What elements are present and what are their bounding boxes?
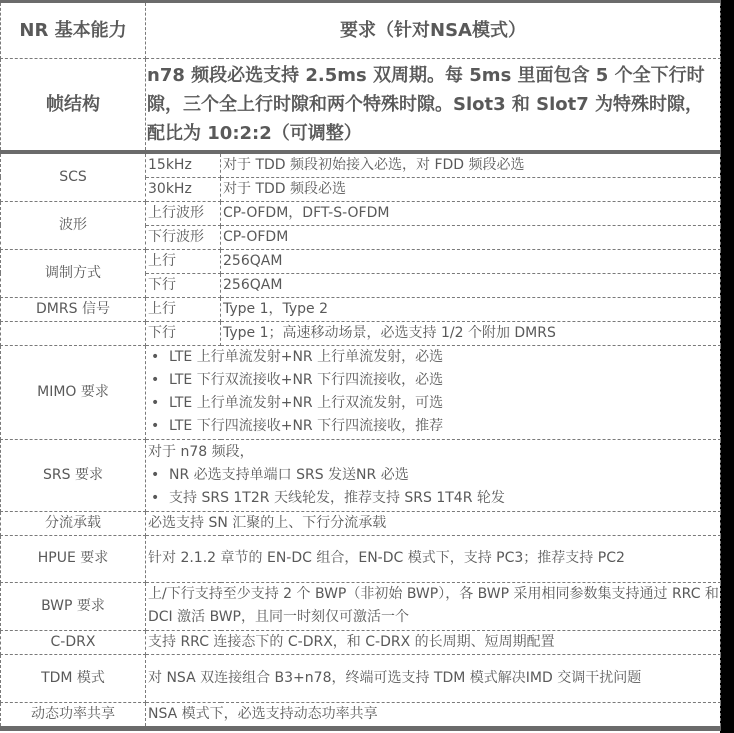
row-value [146, 345, 721, 439]
sub-value: Type 1，Type 2 [221, 297, 721, 321]
row-label-empty [1, 321, 146, 345]
row-value: 上/下行支持至少支持 2 个 BWP（非初始 BWP），各 BWP 采用相同参数集支持通过 RRC 和 DCI 激活 BWP，且同一时刻仅可激活一个 [146, 582, 721, 630]
table-row-split-bearer [1, 511, 721, 535]
row-label: MIMO 要求 [1, 345, 146, 439]
row-label: 调制方式 [1, 249, 146, 297]
sub-key: 下行波形 [146, 225, 221, 249]
row-label: HPUE 要求 [1, 535, 146, 582]
row-label: 动态功率共享 [1, 702, 146, 728]
intro-text: 对于 n78 频段， [148, 443, 254, 460]
table-row-modulation [1, 249, 721, 273]
table-row-scs [1, 152, 721, 178]
sub-key: 下行 [146, 273, 221, 297]
row-label: DMRS 信号 [1, 297, 146, 321]
sub-value: CP-OFDM [221, 225, 721, 249]
row-value: NSA 模式下，必选支持动态功率共享 [146, 702, 721, 728]
row-value: 对 NSA 双连接组合 B3+n78，终端可选支持 TDM 模式解决IMD 交调干扰问题 [146, 654, 721, 702]
table-row-tdm [1, 654, 721, 702]
sub-value: 对于 TDD 频段初始接入必选，对 FDD 频段必选 [221, 152, 721, 178]
row-value: 针对 2.1.2 章节的 EN-DC 组合，EN-DC 模式下，支持 PC3；推荐支持 PC2 [146, 535, 721, 582]
bullet-item: • 支持 SRS 1T2R 天线轮发，推荐支持 SRS 1T4R 轮发 [148, 487, 720, 510]
sub-value: Type 1；高速移动场景，必选支持 1/2 个附加 DMRS [221, 321, 721, 345]
table-row-dmrs [1, 321, 721, 345]
bullet-item: • LTE 上行单流发射+NR 上行双流发射，可选 [148, 392, 720, 415]
row-label: SRS 要求 [1, 439, 146, 511]
table-row-cdrx [1, 630, 721, 654]
header-capability: NR 基本能力 [1, 2, 146, 59]
bullet-item: • NR 必选支持单端口 SRS 发送NR 必选 [148, 464, 720, 487]
table-row-dmrs [1, 297, 721, 321]
header-requirement: 要求（针对NSA模式） [146, 2, 721, 59]
sub-key: 15kHz [146, 152, 221, 178]
bullet-item: • LTE 下行四流接收+NR 下行四流接收，推荐 [148, 415, 720, 438]
row-label: SCS [1, 152, 146, 202]
table-row-hpue [1, 535, 721, 582]
row-value: n78 频段必选支持 2.5ms 双周期。每 5ms 里面包含 5 个全下行时隙，三个全上行时隙和两个特殊时隙。Slot3 和 Slot7 为特殊时隙，配比为 10:2:2（可调整） [146, 59, 721, 152]
row-label: BWP 要求 [1, 582, 146, 630]
sub-key: 上行 [146, 249, 221, 273]
sub-value: CP-OFDM，DFT-S-OFDM [221, 201, 721, 225]
table-row-mimo [1, 345, 721, 439]
row-label: TDM 模式 [1, 654, 146, 702]
sub-key: 上行波形 [146, 201, 221, 225]
table-header-row [1, 2, 721, 59]
sub-value: 256QAM [221, 249, 721, 273]
bullet-item: • LTE 下行双流接收+NR 下行四流接收，必选 [148, 369, 720, 392]
table-row-srs [1, 439, 721, 511]
bullet-item: • LTE 上行单流发射+NR 上行单流发射，必选 [148, 346, 720, 369]
table-row-frame-structure [1, 59, 721, 152]
table-row-waveform [1, 201, 721, 225]
row-value: 必选支持 SN 汇聚的上、下行分流承载 [146, 511, 721, 535]
table-row-bwp [1, 582, 721, 630]
row-label: 帧结构 [1, 59, 146, 152]
row-label: C-DRX [1, 630, 146, 654]
row-value [146, 439, 721, 511]
row-value: 支持 RRC 连接态下的 C-DRX，和 C-DRX 的长周期、短周期配置 [146, 630, 721, 654]
sub-value: 256QAM [221, 273, 721, 297]
sub-key: 下行 [146, 321, 221, 345]
sub-key: 上行 [146, 297, 221, 321]
row-label: 分流承载 [1, 511, 146, 535]
sub-value: 对于 TDD 频段必选 [221, 177, 721, 201]
row-label: 波形 [1, 201, 146, 249]
table-row-dynamic-power-sharing [1, 702, 721, 728]
sub-key: 30kHz [146, 177, 221, 201]
